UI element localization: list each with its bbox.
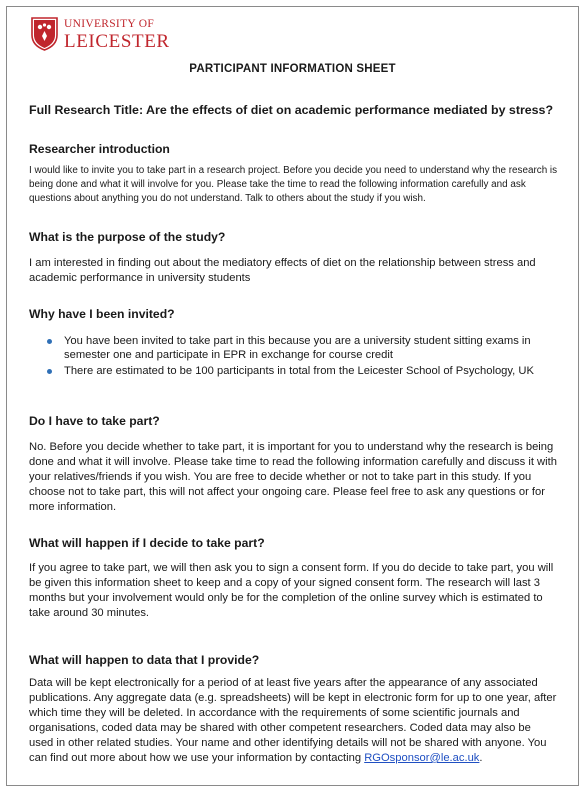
logo-leicester-text: LEICESTER <box>64 30 170 52</box>
data-heading: What will happen to data that I provide? <box>29 653 260 667</box>
document-page <box>6 6 579 786</box>
take-part-text: No. Before you decide whether to take part, it is important for you to understand why the research is being done and what it will involve. Please take time to read the following information carefully and discuss it with your relatives/friends if you wish. You are free to decide whether or not to take part in this study. If you choose not to take part, this will not affect your ongoing care. Please feel free to ask any questions or for more information. <box>29 441 557 513</box>
happen-text: If you agree to take part, we will then ask you to sign a consent form. If you do decide to take part, you will be given this information sheet to keep and a copy of your signed consent form. The research will last 3 months but your involvement would only be for the completion of the online survey which is estimated to take around 30 minutes. <box>29 562 554 619</box>
list-item: You have been invited to take part in this because you are a university student sitting exams in semester one and participate in EPR in exchange for course credit <box>47 334 548 362</box>
full-research-title: Full Research Title: Are the effects of diet on academic performance mediated by stress? <box>29 103 554 117</box>
purpose-heading: What is the purpose of the study? <box>29 230 226 244</box>
happen-heading: What will happen if I decide to take part? <box>29 536 265 550</box>
purpose-text: I am interested in finding out about the mediatory effects of diet on the relationship between stress and academic performance in university students <box>29 257 536 284</box>
university-logo <box>31 17 170 51</box>
sheet-title: PARTICIPANT INFORMATION SHEET <box>189 63 396 75</box>
logo-university-text: UNIVERSITY OF <box>64 18 155 30</box>
intro-text: I would like to invite you to take part in a research project. Before you decide you need to understand why the research is being done and what it will involve for you. Please take the time to read the following information carefully and ask questions about anything you do not understand. Talk to others about the study if you wish. <box>29 165 558 204</box>
take-part-heading: Do I have to take part? <box>29 414 160 428</box>
contact-email-link[interactable]: RGOsponsor@le.ac.uk <box>364 752 480 764</box>
intro-heading: Researcher introduction <box>29 142 170 156</box>
invited-heading: Why have I been invited? <box>29 307 175 321</box>
list-item: There are estimated to be 100 participants in total from the Leicester School of Psychology, UK <box>47 364 548 378</box>
data-text: Data will be kept electronically for a period of at least five years after the appearance of any associated publications. Any aggregate data (e.g. spreadsheets) will be kept in electronic form for up to one year, after which time they will be deleted. In accordance with the requirements of some scientific journals and organisations, coded data may be shared with other competent researchers. Coded data may also be used in other related studies. Your name and other identifying details will not be shared with anyone. You can find out more about how we use your information by contacting RGOsponsor@le.ac.uk. <box>29 677 557 764</box>
bullet-icon <box>47 369 52 374</box>
invited-list <box>47 334 548 380</box>
bullet-icon <box>47 339 52 344</box>
shield-icon <box>31 17 58 51</box>
